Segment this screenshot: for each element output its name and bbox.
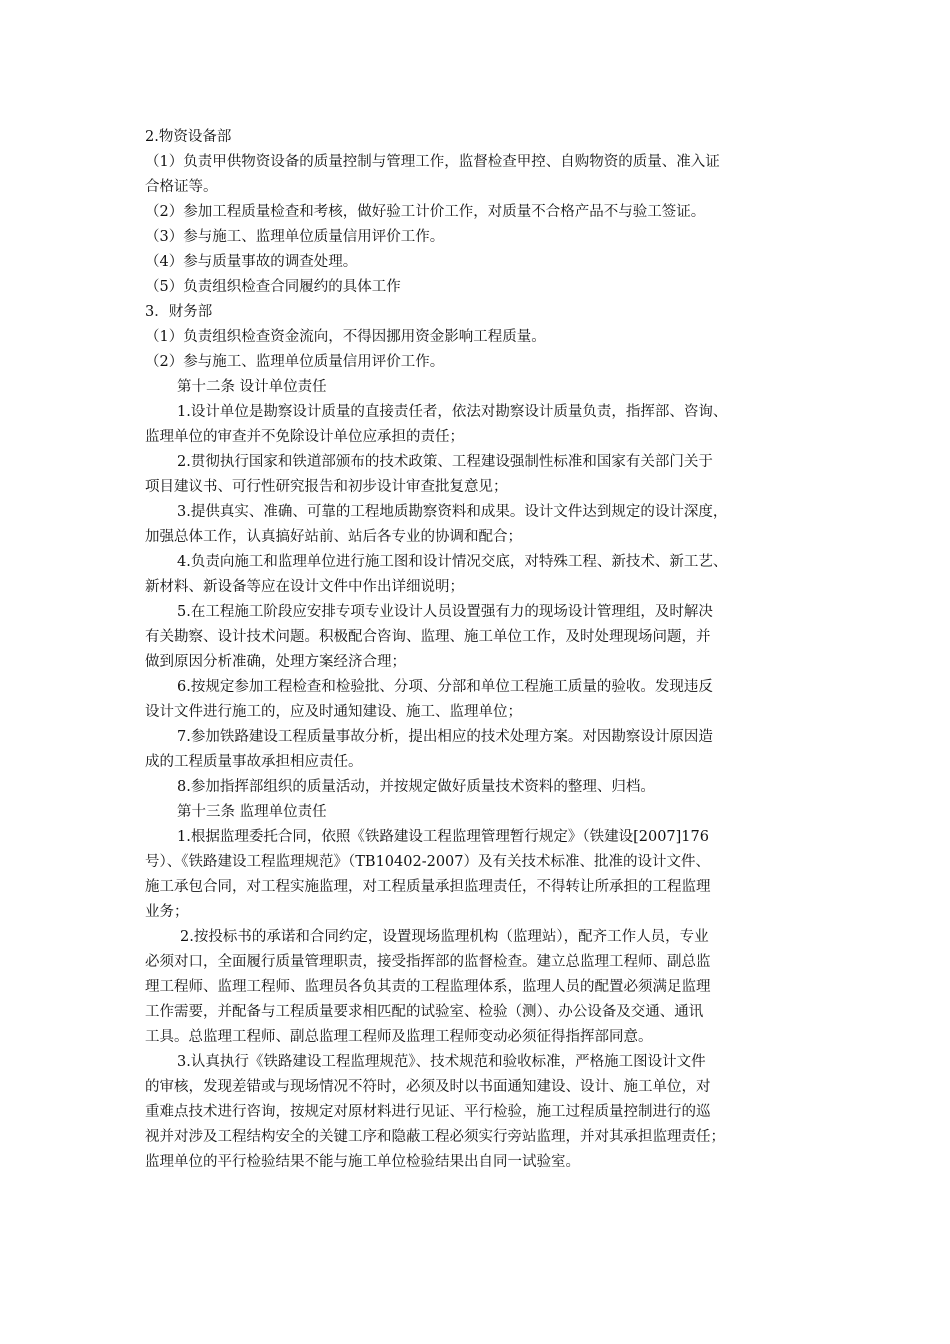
text-line: 工作需要，并配备与工程质量要求相匹配的试验室、检验（测）、办公设备及交通、通讯 [145,1004,704,1020]
text-line: 监理单位的审查并不免除设计单位应承担的责任； [145,429,464,445]
text-line: 重难点技术进行咨询，按规定对原材料进行见证、平行检验，施工过程质量控制进行的巡 [145,1104,711,1120]
text-line: （2）参加工程质量检查和考核，做好验工计价工作，对质量不合格产品不与验工签证。 [145,204,706,220]
text-line: 新材料、新设备等应在设计文件中作出详细说明； [145,579,464,595]
text-line: 有关勘察、设计技术问题。积极配合咨询、监理、施工单位工作，及时处理现场问题，并 [145,629,711,645]
text-line: 设计文件进行施工的，应及时通知建设、施工、监理单位； [145,704,522,720]
text-line: 3.提供真实、准确、可靠的工程地质勘察资料和成果。设计文件达到规定的设计深度， [177,504,728,520]
text-line: 成的工程质量事故承担相应责任。 [145,754,363,770]
text-line: 合格证等。 [145,179,218,195]
text-line: 8.参加指挥部组织的质量活动，并按规定做好质量技术资料的整理、归档。 [177,779,655,795]
text-line: 必须对口，全面履行质量管理职责，接受指挥部的监督检查。建立总监理工程师、副总监 [145,954,711,970]
text-line: 加强总体工作，认真搞好站前、站后各专业的协调和配合； [145,529,522,545]
text-line: 视并对涉及工程结构安全的关键工序和隐蔽工程必须实行旁站监理，并对其承担监理责任； [145,1129,725,1145]
text-line: 项目建议书、可行性研究报告和初步设计审查批复意见； [145,479,508,495]
section-heading: 2.物资设备部 [145,129,232,145]
text-line: （5）负责组织检查合同履约的具体工作 [145,279,401,295]
text-line: （2）参与施工、监理单位质量信用评价工作。 [145,354,445,370]
text-line: 工具。总监理工程师、副总监理工程师及监理工程师变动必须征得指挥部同意。 [145,1029,653,1045]
article-heading: 第十二条 设计单位责任 [177,379,327,395]
text-line: 1.设计单位是勘察设计质量的直接责任者，依法对勘察设计质量负责，指挥部、咨询、 [177,404,728,420]
text-line: 3.认真执行《铁路建设工程监理规范》、技术规范和验收标准，严格施工图设计文件 [177,1054,706,1070]
text-line: 监理单位的平行检验结果不能与施工单位检验结果出自同一试验室。 [145,1154,580,1170]
text-line: （1）负责组织检查资金流向，不得因挪用资金影响工程质量。 [145,329,546,345]
text-line: 5.在工程施工阶段应安排专项专业设计人员设置强有力的现场设计管理组，及时解决 [177,604,713,620]
text-line: 7.参加铁路建设工程质量事故分析，提出相应的技术处理方案。对因勘察设计原因造 [177,729,713,745]
text-line: 业务； [145,904,189,920]
text-line: 号）、《铁路建设工程监理规范》（TB10402-2007）及有关技术标准、批准的设计文件、 [145,854,711,870]
article-heading: 第十三条 监理单位责任 [177,804,327,820]
text-line: 的审核，发现差错或与现场情况不符时，必须及时以书面通知建设、设计、施工单位，对 [145,1079,711,1095]
text-line: 施工承包合同，对工程实施监理，对工程质量承担监理责任，不得转让所承担的工程监理 [145,879,711,895]
text-line: 1.根据监理委托合同，依照《铁路建设工程监理管理暂行规定》（铁建设[2007]176 [177,829,709,845]
text-line: 做到原因分析准确，处理方案经济合理； [145,654,406,670]
text-line: （1）负责甲供物资设备的质量控制与管理工作，监督检查甲控、自购物资的质量、准入证 [145,154,720,170]
section-heading: 3．财务部 [145,304,213,320]
text-line: （3）参与施工、监理单位质量信用评价工作。 [145,229,445,245]
text-line: （4）参与质量事故的调查处理。 [145,254,358,270]
text-line: 4.负责向施工和监理单位进行施工图和设计情况交底，对特殊工程、新技术、新工艺、 [177,554,728,570]
text-line: 2.贯彻执行国家和铁道部颁布的技术政策、工程建设强制性标准和国家有关部门关于 [177,454,713,470]
text-line: 2.按投标书的承诺和合同约定，设置现场监理机构（监理站），配齐工作人员，专业 [180,929,709,945]
text-line: 6.按规定参加工程检查和检验批、分项、分部和单位工程施工质量的验收。发现违反 [177,679,713,695]
text-line: 理工程师、监理工程师、监理员各负其责的工程监理体系，监理人员的配置必须满足监理 [145,979,711,995]
